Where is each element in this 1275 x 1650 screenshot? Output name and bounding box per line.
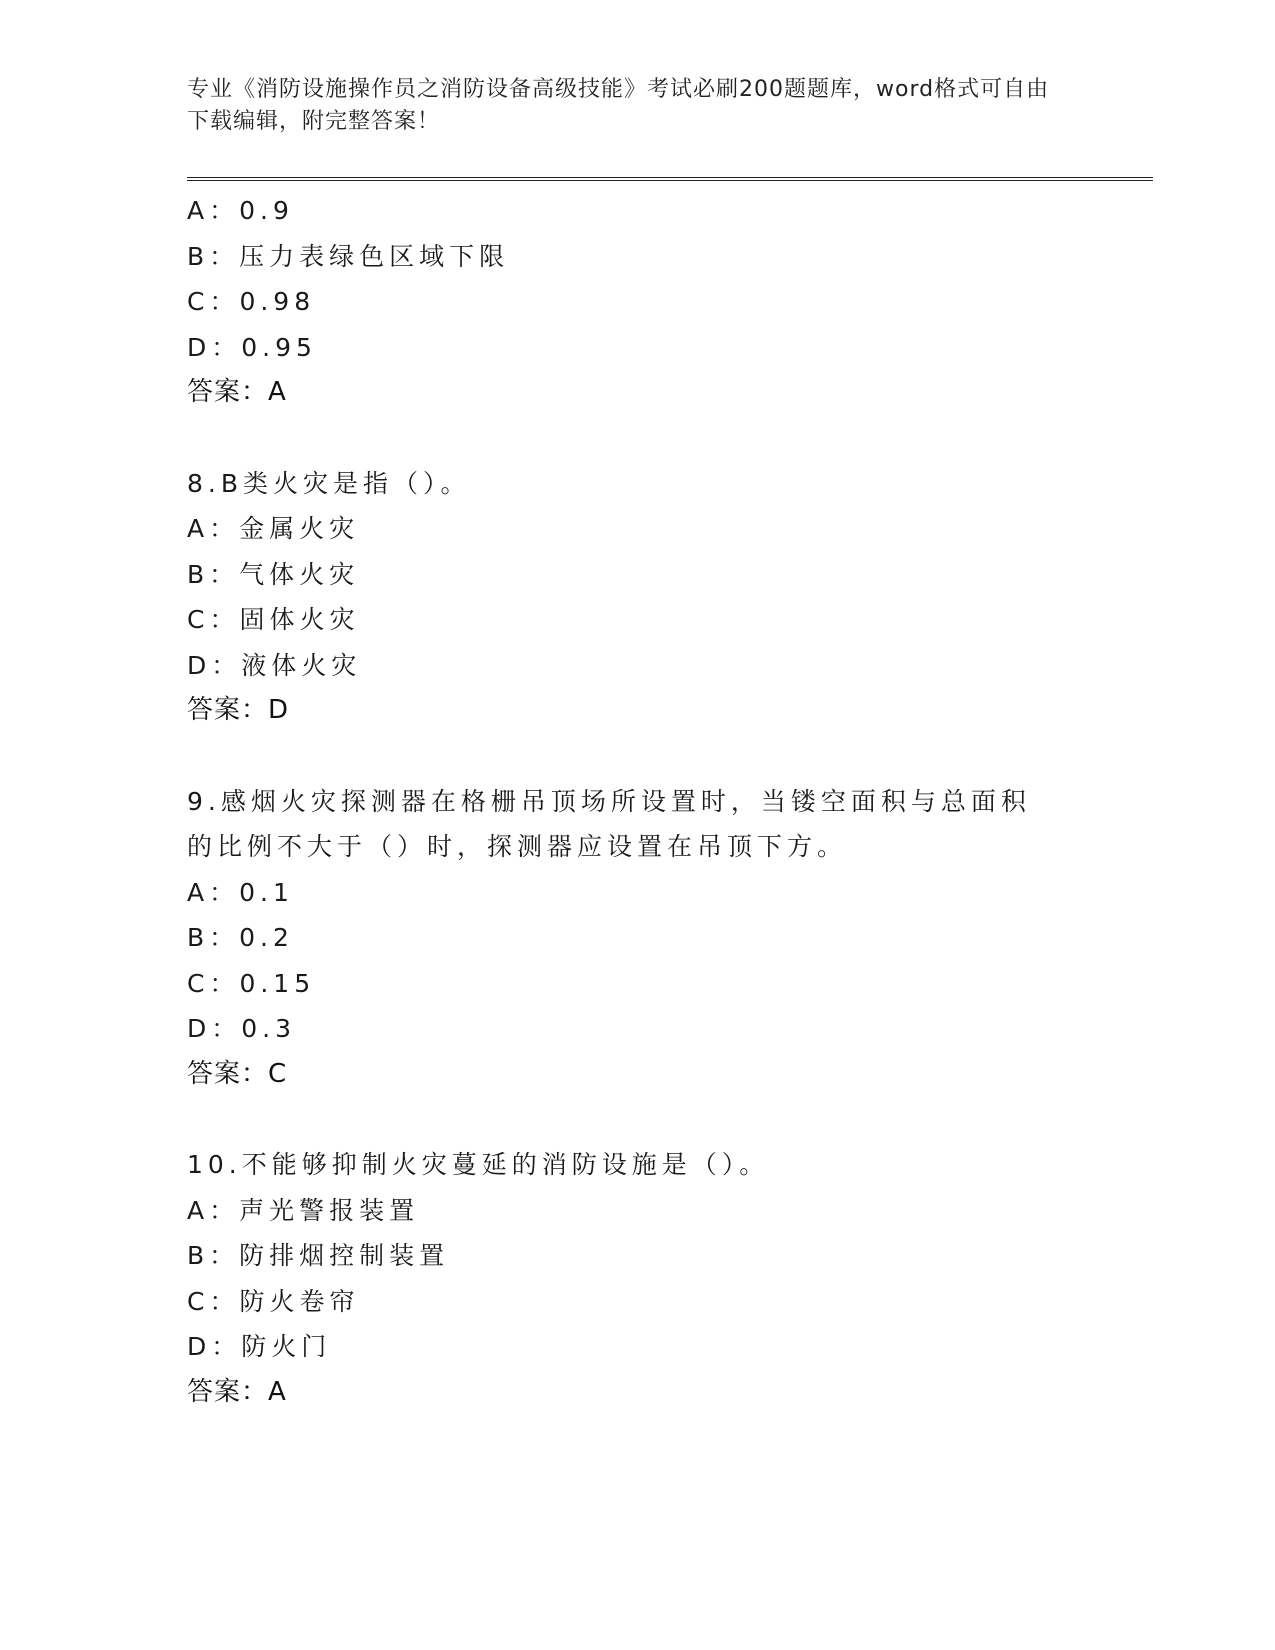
header-divider — [187, 177, 1153, 181]
option-d: D：0.95 — [187, 332, 317, 362]
question-7-block — [187, 188, 1087, 416]
question-text: 10.不能够抑制火灾蔓延的消防设施是（）。 — [187, 1150, 770, 1179]
option-a: A：0.9 — [187, 196, 294, 225]
question-text: 9.感烟火灾探测器在格栅吊顶场所设置时，当镂空面积与总面积的比例不大于（）时，探测器应设置在吊顶下方。 — [187, 786, 1031, 861]
option-b: B：压力表绿色区域下限 — [187, 241, 510, 271]
question-list — [187, 188, 1087, 1415]
spacer — [187, 734, 1087, 779]
question-9-block — [187, 779, 1087, 1098]
option-a: A：金属火灾 — [187, 514, 360, 543]
option-d: D：防火门 — [187, 1332, 332, 1361]
spacer — [187, 1097, 1087, 1142]
option-a: A：0.1 — [187, 877, 294, 907]
answer: 答案：C — [187, 1058, 288, 1089]
option-b: B：0.2 — [187, 923, 294, 952]
page-header: 专业《消防设施操作员之消防设备高级技能》考试必刷200题题库，word格式可自由下载编辑，附完整答案！ — [187, 77, 1050, 134]
option-d: D：0.3 — [187, 1014, 297, 1043]
answer: 答案：A — [187, 377, 287, 407]
question-text: 8.B类火灾是指（）。 — [187, 468, 471, 498]
option-c: C：0.15 — [187, 968, 316, 998]
option-c: C：防火卷帘 — [187, 1286, 360, 1316]
spacer — [187, 416, 1087, 461]
option-c: C：0.98 — [187, 287, 316, 316]
option-c: C：固体火灾 — [187, 605, 360, 634]
option-b: B：防排烟控制装置 — [187, 1241, 450, 1270]
answer: 答案：A — [187, 1376, 287, 1407]
question-10-block — [187, 1142, 1087, 1415]
option-d: D：液体火灾 — [187, 650, 362, 680]
question-8-block — [187, 461, 1087, 734]
option-a: A：声光警报装置 — [187, 1195, 420, 1225]
answer: 答案：D — [187, 695, 290, 725]
option-b: B：气体火灾 — [187, 559, 360, 589]
